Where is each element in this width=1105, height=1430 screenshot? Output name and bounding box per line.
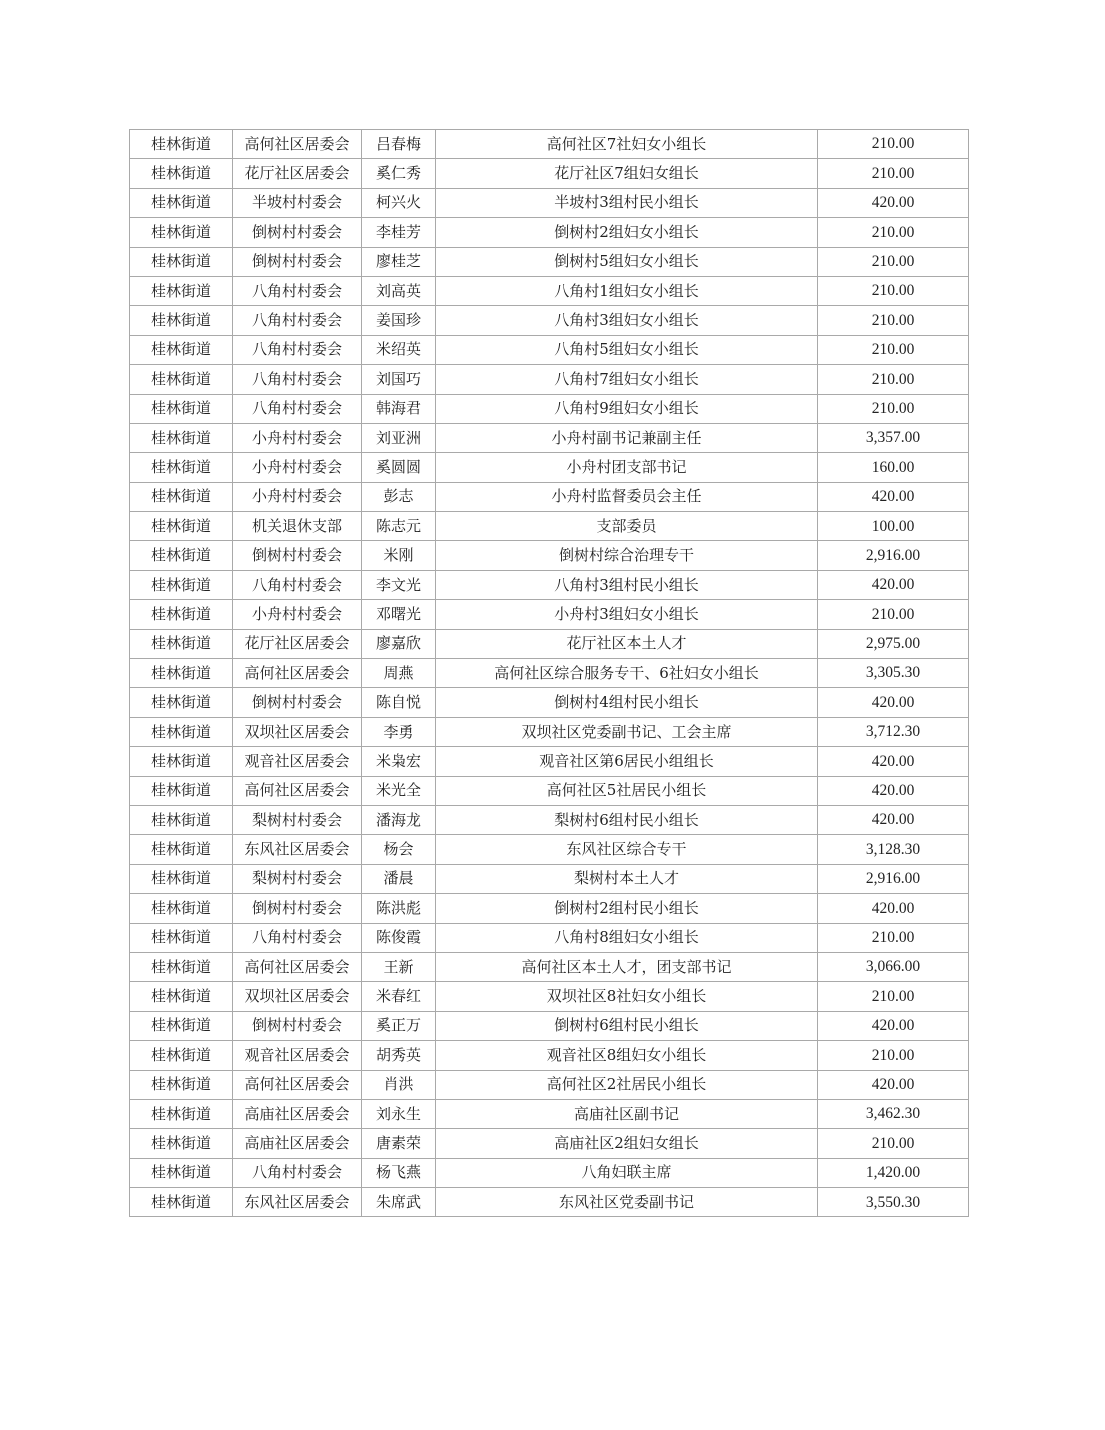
amount-cell: 420.00 (818, 805, 969, 834)
position-cell: 倒树村4组村民小组长 (436, 688, 818, 717)
position-cell: 小舟村副书记兼副主任 (436, 423, 818, 452)
amount-cell: 420.00 (818, 894, 969, 923)
street-cell: 桂林街道 (130, 1011, 233, 1040)
table-row (130, 688, 969, 717)
position-cell: 倒树村5组妇女小组长 (436, 247, 818, 276)
position-cell: 八角村3组妇女小组长 (436, 306, 818, 335)
amount-cell: 100.00 (818, 512, 969, 541)
street-cell: 桂林街道 (130, 1188, 233, 1217)
amount-cell: 210.00 (818, 306, 969, 335)
table-row (130, 512, 969, 541)
table-row (130, 982, 969, 1011)
position-cell: 双坝社区党委副书记、工会主席 (436, 717, 818, 746)
street-cell: 桂林街道 (130, 717, 233, 746)
amount-cell: 420.00 (818, 570, 969, 599)
street-cell: 桂林街道 (130, 629, 233, 658)
name-cell: 米刚 (362, 541, 436, 570)
street-cell: 桂林街道 (130, 482, 233, 511)
unit-cell: 倒树村村委会 (233, 1011, 362, 1040)
street-cell: 桂林街道 (130, 306, 233, 335)
unit-cell: 观音社区居委会 (233, 747, 362, 776)
street-cell: 桂林街道 (130, 1129, 233, 1158)
position-cell: 八角村7组妇女小组长 (436, 365, 818, 394)
amount-cell: 210.00 (818, 394, 969, 423)
position-cell: 倒树村6组村民小组长 (436, 1011, 818, 1040)
name-cell: 潘晨 (362, 864, 436, 893)
street-cell: 桂林街道 (130, 512, 233, 541)
position-cell: 小舟村3组妇女小组长 (436, 600, 818, 629)
name-cell: 杨飞燕 (362, 1158, 436, 1187)
table-row (130, 276, 969, 305)
position-cell: 八角村9组妇女小组长 (436, 394, 818, 423)
street-cell: 桂林街道 (130, 747, 233, 776)
unit-cell: 倒树村村委会 (233, 541, 362, 570)
street-cell: 桂林街道 (130, 130, 233, 159)
position-cell: 观音社区第6居民小组组长 (436, 747, 818, 776)
table-row (130, 365, 969, 394)
street-cell: 桂林街道 (130, 423, 233, 452)
table-row (130, 453, 969, 482)
amount-cell: 420.00 (818, 1011, 969, 1040)
street-cell: 桂林街道 (130, 923, 233, 952)
unit-cell: 花厅社区居委会 (233, 629, 362, 658)
position-cell: 倒树村综合治理专干 (436, 541, 818, 570)
table-row (130, 1188, 969, 1217)
amount-cell: 210.00 (818, 365, 969, 394)
name-cell: 柯兴火 (362, 188, 436, 217)
position-cell: 观音社区8组妇女小组长 (436, 1041, 818, 1070)
unit-cell: 小舟村村委会 (233, 423, 362, 452)
amount-cell: 210.00 (818, 218, 969, 247)
table-row (130, 541, 969, 570)
table-row (130, 570, 969, 599)
name-cell: 李文光 (362, 570, 436, 599)
subsidy-table (129, 129, 969, 1217)
street-cell: 桂林街道 (130, 805, 233, 834)
table-row (130, 952, 969, 981)
amount-cell: 160.00 (818, 453, 969, 482)
table-row (130, 159, 969, 188)
table-row (130, 482, 969, 511)
unit-cell: 半坡村村委会 (233, 188, 362, 217)
table-row (130, 600, 969, 629)
position-cell: 高庙社区2组妇女组长 (436, 1129, 818, 1158)
unit-cell: 双坝社区居委会 (233, 982, 362, 1011)
position-cell: 八角村3组村民小组长 (436, 570, 818, 599)
unit-cell: 小舟村村委会 (233, 453, 362, 482)
street-cell: 桂林街道 (130, 1158, 233, 1187)
position-cell: 半坡村3组村民小组长 (436, 188, 818, 217)
street-cell: 桂林街道 (130, 688, 233, 717)
name-cell: 奚圆圆 (362, 453, 436, 482)
street-cell: 桂林街道 (130, 600, 233, 629)
street-cell: 桂林街道 (130, 659, 233, 688)
name-cell: 潘海龙 (362, 805, 436, 834)
table-row (130, 1158, 969, 1187)
position-cell: 高何社区7社妇女小组长 (436, 130, 818, 159)
name-cell: 奚仁秀 (362, 159, 436, 188)
name-cell: 李勇 (362, 717, 436, 746)
unit-cell: 高何社区居委会 (233, 952, 362, 981)
name-cell: 陈志元 (362, 512, 436, 541)
table-row (130, 835, 969, 864)
street-cell: 桂林街道 (130, 188, 233, 217)
table-row (130, 659, 969, 688)
amount-cell: 2,916.00 (818, 541, 969, 570)
name-cell: 邓曙光 (362, 600, 436, 629)
street-cell: 桂林街道 (130, 1099, 233, 1128)
amount-cell: 420.00 (818, 688, 969, 717)
name-cell: 刘高英 (362, 276, 436, 305)
name-cell: 米光全 (362, 776, 436, 805)
street-cell: 桂林街道 (130, 159, 233, 188)
name-cell: 李桂芳 (362, 218, 436, 247)
table-row (130, 717, 969, 746)
table-row (130, 776, 969, 805)
table-row (130, 218, 969, 247)
name-cell: 彭志 (362, 482, 436, 511)
table-row (130, 335, 969, 364)
unit-cell: 双坝社区居委会 (233, 717, 362, 746)
unit-cell: 倒树村村委会 (233, 688, 362, 717)
unit-cell: 八角村村委会 (233, 923, 362, 952)
unit-cell: 梨树村村委会 (233, 864, 362, 893)
position-cell: 高何社区5社居民小组长 (436, 776, 818, 805)
street-cell: 桂林街道 (130, 365, 233, 394)
name-cell: 陈自悦 (362, 688, 436, 717)
table-row (130, 1041, 969, 1070)
name-cell: 周燕 (362, 659, 436, 688)
name-cell: 奚正万 (362, 1011, 436, 1040)
amount-cell: 420.00 (818, 188, 969, 217)
street-cell: 桂林街道 (130, 776, 233, 805)
amount-cell: 3,357.00 (818, 423, 969, 452)
unit-cell: 八角村村委会 (233, 335, 362, 364)
amount-cell: 210.00 (818, 335, 969, 364)
position-cell: 小舟村团支部书记 (436, 453, 818, 482)
name-cell: 杨会 (362, 835, 436, 864)
amount-cell: 1,420.00 (818, 1158, 969, 1187)
unit-cell: 八角村村委会 (233, 394, 362, 423)
unit-cell: 八角村村委会 (233, 276, 362, 305)
name-cell: 刘国巧 (362, 365, 436, 394)
street-cell: 桂林街道 (130, 1041, 233, 1070)
table-body (130, 130, 969, 1217)
position-cell: 高何社区本土人才，团支部书记 (436, 952, 818, 981)
unit-cell: 东风社区居委会 (233, 835, 362, 864)
name-cell: 米枭宏 (362, 747, 436, 776)
street-cell: 桂林街道 (130, 1070, 233, 1099)
amount-cell: 2,916.00 (818, 864, 969, 893)
table-row (130, 188, 969, 217)
street-cell: 桂林街道 (130, 835, 233, 864)
name-cell: 肖洪 (362, 1070, 436, 1099)
unit-cell: 八角村村委会 (233, 1158, 362, 1187)
street-cell: 桂林街道 (130, 218, 233, 247)
name-cell: 朱席武 (362, 1188, 436, 1217)
position-cell: 花厅社区7组妇女组长 (436, 159, 818, 188)
amount-cell: 420.00 (818, 482, 969, 511)
name-cell: 韩海君 (362, 394, 436, 423)
unit-cell: 倒树村村委会 (233, 247, 362, 276)
position-cell: 东风社区综合专干 (436, 835, 818, 864)
position-cell: 梨树村本土人才 (436, 864, 818, 893)
table-row (130, 894, 969, 923)
table-row (130, 1129, 969, 1158)
amount-cell: 420.00 (818, 1070, 969, 1099)
name-cell: 廖桂芝 (362, 247, 436, 276)
name-cell: 陈俊霞 (362, 923, 436, 952)
table-row (130, 747, 969, 776)
street-cell: 桂林街道 (130, 541, 233, 570)
amount-cell: 210.00 (818, 1129, 969, 1158)
name-cell: 米绍英 (362, 335, 436, 364)
unit-cell: 八角村村委会 (233, 365, 362, 394)
street-cell: 桂林街道 (130, 894, 233, 923)
position-cell: 高何社区2社居民小组长 (436, 1070, 818, 1099)
position-cell: 花厅社区本土人才 (436, 629, 818, 658)
unit-cell: 八角村村委会 (233, 570, 362, 599)
street-cell: 桂林街道 (130, 570, 233, 599)
position-cell: 倒树村2组妇女小组长 (436, 218, 818, 247)
street-cell: 桂林街道 (130, 335, 233, 364)
unit-cell: 高何社区居委会 (233, 1070, 362, 1099)
position-cell: 八角村5组妇女小组长 (436, 335, 818, 364)
name-cell: 王新 (362, 952, 436, 981)
amount-cell: 3,462.30 (818, 1099, 969, 1128)
street-cell: 桂林街道 (130, 952, 233, 981)
street-cell: 桂林街道 (130, 247, 233, 276)
amount-cell: 3,550.30 (818, 1188, 969, 1217)
amount-cell: 210.00 (818, 923, 969, 952)
street-cell: 桂林街道 (130, 394, 233, 423)
street-cell: 桂林街道 (130, 982, 233, 1011)
table-row (130, 130, 969, 159)
table-row (130, 394, 969, 423)
unit-cell: 小舟村村委会 (233, 482, 362, 511)
name-cell: 刘永生 (362, 1099, 436, 1128)
position-cell: 支部委员 (436, 512, 818, 541)
name-cell: 廖嘉欣 (362, 629, 436, 658)
amount-cell: 3,066.00 (818, 952, 969, 981)
table-row (130, 1099, 969, 1128)
amount-cell: 210.00 (818, 276, 969, 305)
position-cell: 倒树村2组村民小组长 (436, 894, 818, 923)
table-row (130, 247, 969, 276)
unit-cell: 八角村村委会 (233, 306, 362, 335)
amount-cell: 420.00 (818, 747, 969, 776)
table-row (130, 423, 969, 452)
unit-cell: 东风社区居委会 (233, 1188, 362, 1217)
amount-cell: 210.00 (818, 1041, 969, 1070)
unit-cell: 高庙社区居委会 (233, 1129, 362, 1158)
unit-cell: 花厅社区居委会 (233, 159, 362, 188)
amount-cell: 2,975.00 (818, 629, 969, 658)
table-row (130, 923, 969, 952)
position-cell: 梨树村6组村民小组长 (436, 805, 818, 834)
amount-cell: 210.00 (818, 247, 969, 276)
amount-cell: 210.00 (818, 600, 969, 629)
unit-cell: 观音社区居委会 (233, 1041, 362, 1070)
name-cell: 唐素荣 (362, 1129, 436, 1158)
position-cell: 小舟村监督委员会主任 (436, 482, 818, 511)
position-cell: 八角村1组妇女小组长 (436, 276, 818, 305)
amount-cell: 210.00 (818, 982, 969, 1011)
street-cell: 桂林街道 (130, 453, 233, 482)
name-cell: 刘亚洲 (362, 423, 436, 452)
amount-cell: 3,712.30 (818, 717, 969, 746)
position-cell: 八角村8组妇女小组长 (436, 923, 818, 952)
position-cell: 东风社区党委副书记 (436, 1188, 818, 1217)
street-cell: 桂林街道 (130, 864, 233, 893)
name-cell: 姜国珍 (362, 306, 436, 335)
unit-cell: 机关退休支部 (233, 512, 362, 541)
amount-cell: 420.00 (818, 776, 969, 805)
position-cell: 八角妇联主席 (436, 1158, 818, 1187)
table-row (130, 629, 969, 658)
table-row (130, 306, 969, 335)
unit-cell: 高何社区居委会 (233, 659, 362, 688)
position-cell: 双坝社区8社妇女小组长 (436, 982, 818, 1011)
unit-cell: 倒树村村委会 (233, 218, 362, 247)
amount-cell: 3,128.30 (818, 835, 969, 864)
amount-cell: 210.00 (818, 130, 969, 159)
name-cell: 陈洪彪 (362, 894, 436, 923)
name-cell: 米春红 (362, 982, 436, 1011)
unit-cell: 倒树村村委会 (233, 894, 362, 923)
table-row (130, 805, 969, 834)
unit-cell: 高何社区居委会 (233, 776, 362, 805)
position-cell: 高何社区综合服务专干、6社妇女小组长 (436, 659, 818, 688)
table-row (130, 1011, 969, 1040)
unit-cell: 梨树村村委会 (233, 805, 362, 834)
table-row (130, 1070, 969, 1099)
street-cell: 桂林街道 (130, 276, 233, 305)
name-cell: 胡秀英 (362, 1041, 436, 1070)
amount-cell: 210.00 (818, 159, 969, 188)
position-cell: 高庙社区副书记 (436, 1099, 818, 1128)
amount-cell: 3,305.30 (818, 659, 969, 688)
unit-cell: 高庙社区居委会 (233, 1099, 362, 1128)
unit-cell: 小舟村村委会 (233, 600, 362, 629)
unit-cell: 高何社区居委会 (233, 130, 362, 159)
table-row (130, 864, 969, 893)
name-cell: 吕春梅 (362, 130, 436, 159)
